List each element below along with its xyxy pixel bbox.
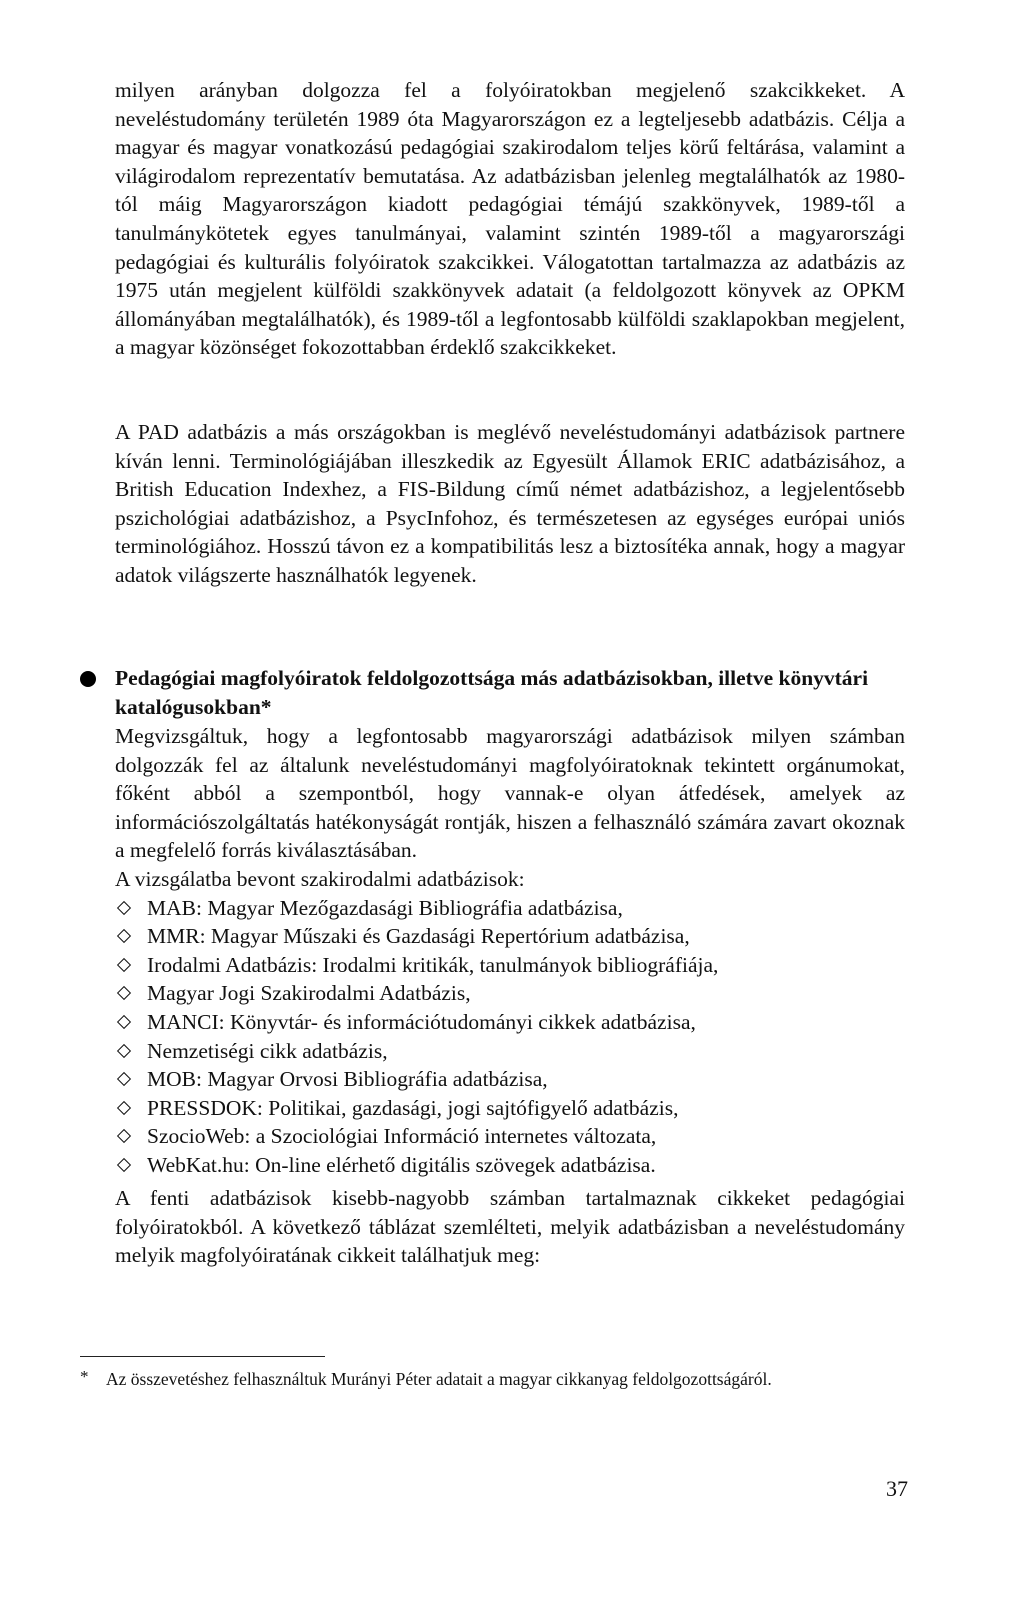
bullet-dot-icon: [80, 671, 96, 687]
diamond-outline-icon: [117, 1015, 131, 1029]
page-number: 37: [886, 1476, 908, 1501]
diamond-outline-icon: [117, 929, 131, 943]
list-item: WebKat.hu: On-line elérhető digitális szövegek adatbázisa.: [115, 1151, 905, 1180]
diamond-outline-icon: [117, 1129, 131, 1143]
list-item: Irodalmi Adatbázis: Irodalmi kritikák, tanulmányok bibliográfiája,: [115, 951, 905, 980]
footnote-text: Az összevetéshez felhasználtuk Murányi Péter adatait a magyar cikkanyag feldolgozottságáról.: [106, 1369, 772, 1389]
body-paragraph-pad-compatibility: A PAD adatbázis a más országokban is meglévő neveléstudományi adatbázisok partnere kíván lenni. Terminológiájában illeszkedik az Egyesült Államok ERIC adatbázisához, a British Education Indexhez, a FIS-Bildung című német adatbázishoz, a legjelentősebb pszichológiai adatbázishoz, a PsycInfohoz, és természetesen az egységes európai uniós terminológiához. Hosszú távon ez a kompatibilitás lesz a biztosítéka annak, hogy a magyar adatok világszerte használhatók legyenek.: [115, 420, 905, 587]
list-item: MOB: Magyar Orvosi Bibliográfia adatbázisa,: [115, 1065, 905, 1094]
diamond-outline-icon: [117, 1101, 131, 1115]
diamond-outline-icon: [117, 958, 131, 972]
list-item: Magyar Jogi Szakirodalmi Adatbázis,: [115, 979, 905, 1008]
list-item: Nemzetiségi cikk adatbázis,: [115, 1037, 905, 1066]
database-list: [115, 894, 905, 1180]
diamond-outline-icon: [117, 1043, 131, 1057]
diamond-outline-icon: [117, 1072, 131, 1086]
section-body: [115, 722, 905, 1180]
diamond-outline-icon: [117, 1158, 131, 1172]
section-heading: Pedagógiai magfolyóiratok feldolgozottsága más adatbázisokban, illetve könyvtári katalógusokban*: [115, 666, 869, 719]
body-paragraph-table-intro: A fenti adatbázisok kisebb-nagyobb számban tartalmaznak cikkeket pedagógiai folyóiratokból. A következő táblázat szemlélteti, melyik adatbázisban a neveléstudomány melyik magfolyóiratának cikkeit találhatjuk meg:: [115, 1186, 905, 1268]
footnote-marker: *: [80, 1367, 89, 1386]
section-paragraph: Megvizsgáltuk, hogy a legfontosabb magyarországi adatbázisok milyen számban dolgozzák fel az általunk neveléstudományi magfolyóiratoknak tekintett orgánumokat, főként abból a szempontból, hogy vannak-e olyan átfedések, amelyek az információszolgáltatás hatékonyságát rontják, hiszen a felhasználó számára zavart okoznak a megfelelő forrás kiválasztásában.: [115, 724, 905, 863]
list-item: SzocioWeb: a Szociológiai Információ internetes változata,: [115, 1122, 905, 1151]
body-paragraph-pad-description: milyen arányban dolgozza fel a folyóiratokban megjelenő szakcikkeket. A neveléstudomány területén 1989 óta Magyarországon ez a legteljesebb adatbázis. Célja a magyar és magyar vonatkozású pedagógiai szakirodalom teljes körű feltárása, valamint a világirodalom reprezentatív bemutatása. Az adatbázisban jelenleg megtalálhatók az 1980-tól máig Magyarországon kiadott pedagógiai témájú szakkönyvek, 1989-től a tanulmánykötetek egyes tanulmányai, valamint szintén 1989-től a magyarországi pedagógiai és kulturális folyóiratok szakcikkei. Válogatottan tartalmazza az adatbázis az 1975 után megjelent külföldi szakkönyvek adatait (a feldolgozott könyvek az OPKM állományában megtalálhatók), és 1989-től a legfontosabb külföldi szaklapokban megjelent, a magyar közönséget fokozottabban érdeklő szakcikkeket.: [115, 78, 905, 360]
database-list-intro: A vizsgálatba bevont szakirodalmi adatbázisok:: [115, 866, 525, 891]
diamond-outline-icon: [117, 900, 131, 914]
list-item: MANCI: Könyvtár- és információtudományi cikkek adatbázisa,: [115, 1008, 905, 1037]
list-item: MAB: Magyar Mezőgazdasági Bibliográfia adatbázisa,: [115, 894, 905, 923]
list-item: PRESSDOK: Politikai, gazdasági, jogi sajtófigyelő adatbázis,: [115, 1094, 905, 1123]
section-core-journals: [80, 664, 905, 1180]
diamond-outline-icon: [117, 986, 131, 1000]
footnote-divider: [80, 1356, 325, 1357]
list-item: MMR: Magyar Műszaki és Gazdasági Repertórium adatbázisa,: [115, 922, 905, 951]
footnote: [80, 1366, 905, 1392]
